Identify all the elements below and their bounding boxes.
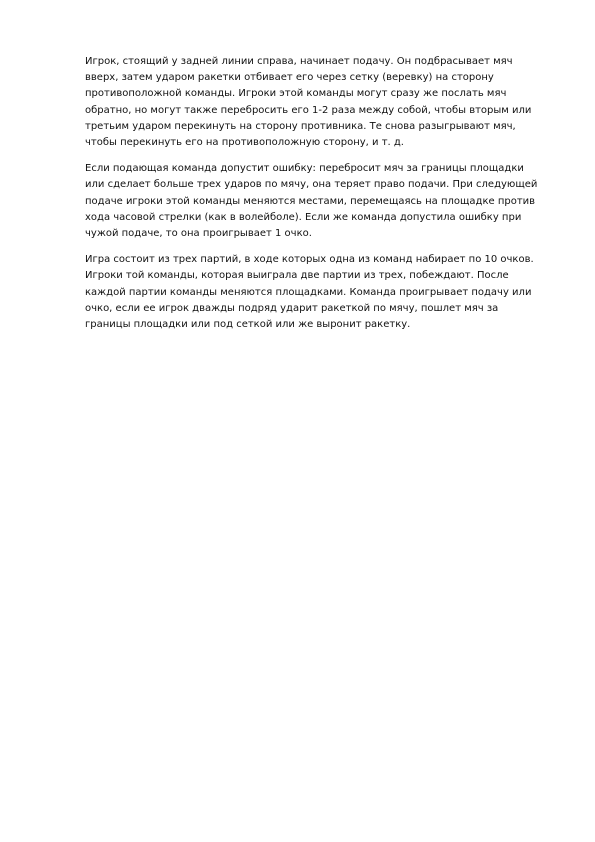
paragraph-error-rules: Если подающая команда допустит ошибку: перебросит мяч за границы площадки или сделает больше трех ударов по мячу, она теряет право подачи. При следующей подаче игроки этой команды меняются местами, перемещаясь на площадке против хода часовой стрелки (как в волейболе). Если же команда допустила ошибку при чужой подаче, то она проигрывает 1 очко.: [85, 163, 538, 240]
document-body: [85, 54, 545, 343]
paragraph-game-structure: Игра состоит из трех партий, в ходе которых одна из команд набирает по 10 очков. Игроки той команды, которая выиграла две партии из трех, побеждают. После каждой партии команды меняются площадками. Команда проигрывает подачу или очко, если ее игрок дважды подряд ударит ракеткой по мячу, пошлет мяч за границы площадки или под сеткой или же выронит ракетку.: [85, 254, 534, 331]
paragraph-serve-rules: Игрок, стоящий у задней линии справа, начинает подачу. Он подбрасывает мяч вверх, затем ударом ракетки отбивает его через сетку (веревку) на сторону противоположной команды. Игроки этой команды могут сразу же послать мяч обратно, но могут также перебросить его 1-2 раза между собой, чтобы вторым или третьим ударом перекинуть на сторону противника. Те снова разыгрывают мяч, чтобы перекинуть его на противоположную сторону, и т. д.: [85, 56, 532, 149]
